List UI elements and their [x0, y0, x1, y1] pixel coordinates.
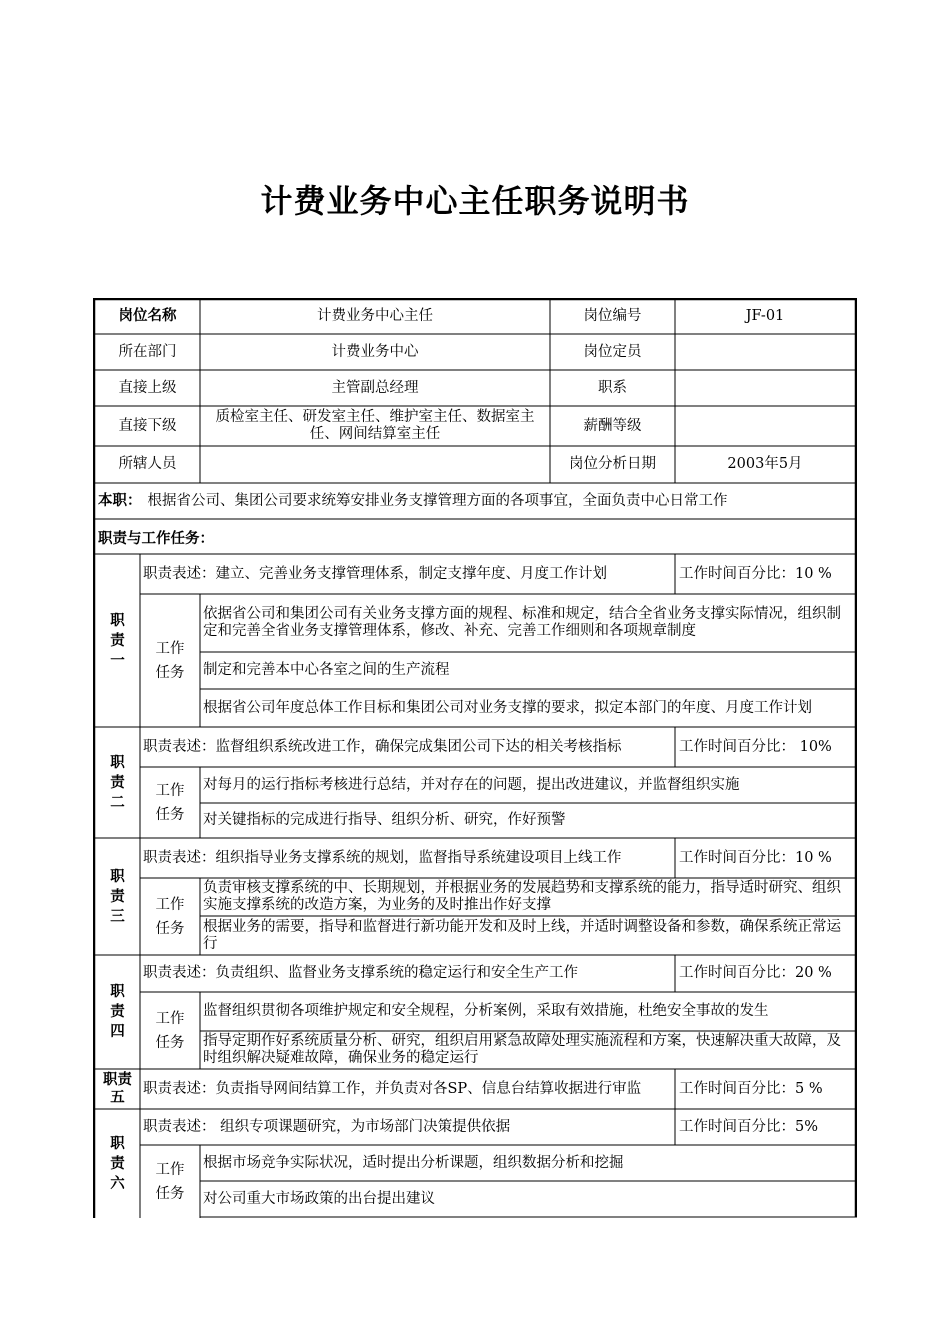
duty-6-time: 工作时间百分比：5%	[679, 1118, 819, 1135]
duty-3-description: 职责表述：组织指导业务支撑系统的规划，监督指导系统建设项目上线工作	[143, 849, 622, 866]
label-staff: 所辖人员	[118, 456, 177, 472]
value-department: 计费业务中心	[331, 343, 419, 360]
value-superior: 主管副总经理	[331, 379, 419, 396]
value-analysis-date: 2003年5月	[727, 456, 803, 472]
label-position-code: 岗位编号	[583, 307, 642, 324]
duty-1-time: 工作时间百分比：10 %	[679, 565, 832, 582]
duty-1-task-3: 根据省公司年度总体工作目标和集团公司对业务支撑的要求，拟定本部门的年度、月度工作计划	[203, 699, 812, 716]
duty-1-task-1: 依据省公司和集团公司有关业务支撑方面的规程、标准和规定，结合全省业务支撑实际情况，组织制定和完善全省业务支撑管理体系，修改、补充、完善工作细则和各项规章制度	[203, 606, 841, 639]
duty-5-time: 工作时间百分比：5 %	[679, 1080, 823, 1097]
duty-2-task-label: 工作 任务	[155, 782, 185, 823]
duty-4-description: 职责表述：负责组织、监督业务支撑系统的稳定运行和安全生产工作	[143, 965, 578, 981]
duties-header: 职责与工作任务：	[98, 531, 214, 547]
job-description-table	[93, 298, 857, 1218]
label-superior: 直接上级	[118, 379, 177, 396]
duty-4-label: 职 责 四	[110, 984, 125, 1040]
duty-4-time: 工作时间百分比：20 %	[679, 965, 832, 981]
duty-1-task-label: 工作 任务	[155, 640, 185, 681]
label-department: 所在部门	[118, 343, 177, 360]
duty-4-task-1: 监督组织贯彻各项维护规定和安全规程，分析案例，采取有效措施，杜绝安全事故的发生	[203, 1003, 769, 1019]
duty-4-task-label: 工作 任务	[155, 1010, 185, 1051]
duty-2-time: 工作时间百分比： 10%	[679, 738, 832, 755]
duty-6-task-label: 工作 任务	[155, 1161, 185, 1202]
label-analysis-date: 岗位分析日期	[569, 456, 656, 472]
value-subordinates: 质检室主任、研发室主任、维护室主任、数据室主任、网间结算室主任	[215, 409, 535, 442]
duty-3-time: 工作时间百分比：10 %	[679, 849, 832, 866]
value-staff	[200, 446, 550, 483]
value-job-family	[675, 370, 855, 406]
duty-1-task-2: 制定和完善本中心各室之间的生产流程	[203, 662, 450, 678]
duty-2-task-2: 对关键指标的完成进行指导、组织分析、研究，作好预警	[203, 812, 566, 828]
label-position-name: 岗位名称	[118, 307, 177, 324]
value-position-code: JF-01	[745, 307, 785, 324]
duty-1-description: 职责表述：建立、完善业务支撑管理体系，制定支撑年度、月度工作计划	[143, 565, 607, 582]
duty-6-task-2: 对公司重大市场政策的出台提出建议	[203, 1190, 435, 1207]
label-subordinates: 直接下级	[118, 417, 177, 434]
duty-1-label: 职 责 一	[110, 612, 125, 669]
value-salary-grade	[675, 406, 855, 446]
primary-duty-row	[95, 483, 855, 519]
primary-duty-label: 本职：	[98, 492, 142, 509]
duty-3-task-2: 根据业务的需要，指导和监督进行新功能开发和及时上线，并适时调整设备和参数，确保系统正常运行	[203, 918, 841, 952]
duty-3-task-label: 工作 任务	[155, 896, 185, 937]
label-headcount: 岗位定员	[583, 343, 642, 360]
duty-6-label: 职 责 六	[110, 1135, 125, 1192]
duty-5-description: 职责表述：负责指导网间结算工作，并负责对各SP、信息台结算收据进行审监	[143, 1080, 642, 1097]
duty-6-task-1: 根据市场竞争实际状况，适时提出分析课题，组织数据分析和挖掘	[203, 1154, 624, 1171]
duty-3-task-1: 负责审核支撑系统的中、长期规划，并根据业务的发展趋势和支撑系统的能力，指导适时研究、组织实施支撑系统的改造方案，为业务的及时推出作好支撑	[203, 880, 841, 913]
label-salary-grade: 薪酬等级	[583, 417, 642, 434]
label-job-family: 职系	[598, 379, 627, 396]
duty-3-label: 职 责 三	[110, 868, 125, 925]
duty-2-task-1: 对每月的运行指标考核进行总结，并对存在的问题，提出改进建议，并监督组织实施	[203, 776, 740, 793]
duty-2-description: 职责表述：监督组织系统改进工作，确保完成集团公司下达的相关考核指标	[143, 738, 622, 755]
duty-5-label: 职责 五	[103, 1072, 132, 1106]
page-title: 计费业务中心主任职务说明书	[260, 182, 690, 220]
duty-6-description: 职责表述： 组织专项课题研究，为市场部门决策提供依据	[143, 1118, 511, 1135]
value-position-name: 计费业务中心主任	[317, 307, 433, 324]
duty-4-task-2: 指导定期作好系统质量分析、研究，组织启用紧急故障处理实施流程和方案，快速解决重大故障，及时组织解决疑难故障，确保业务的稳定运行	[203, 1033, 841, 1066]
primary-duty-text: 根据省公司、集团公司要求统筹安排业务支撑管理方面的各项事宜，全面负责中心日常工作	[147, 492, 728, 509]
value-headcount	[675, 334, 855, 370]
duty-2-label: 职 责 二	[110, 754, 125, 811]
